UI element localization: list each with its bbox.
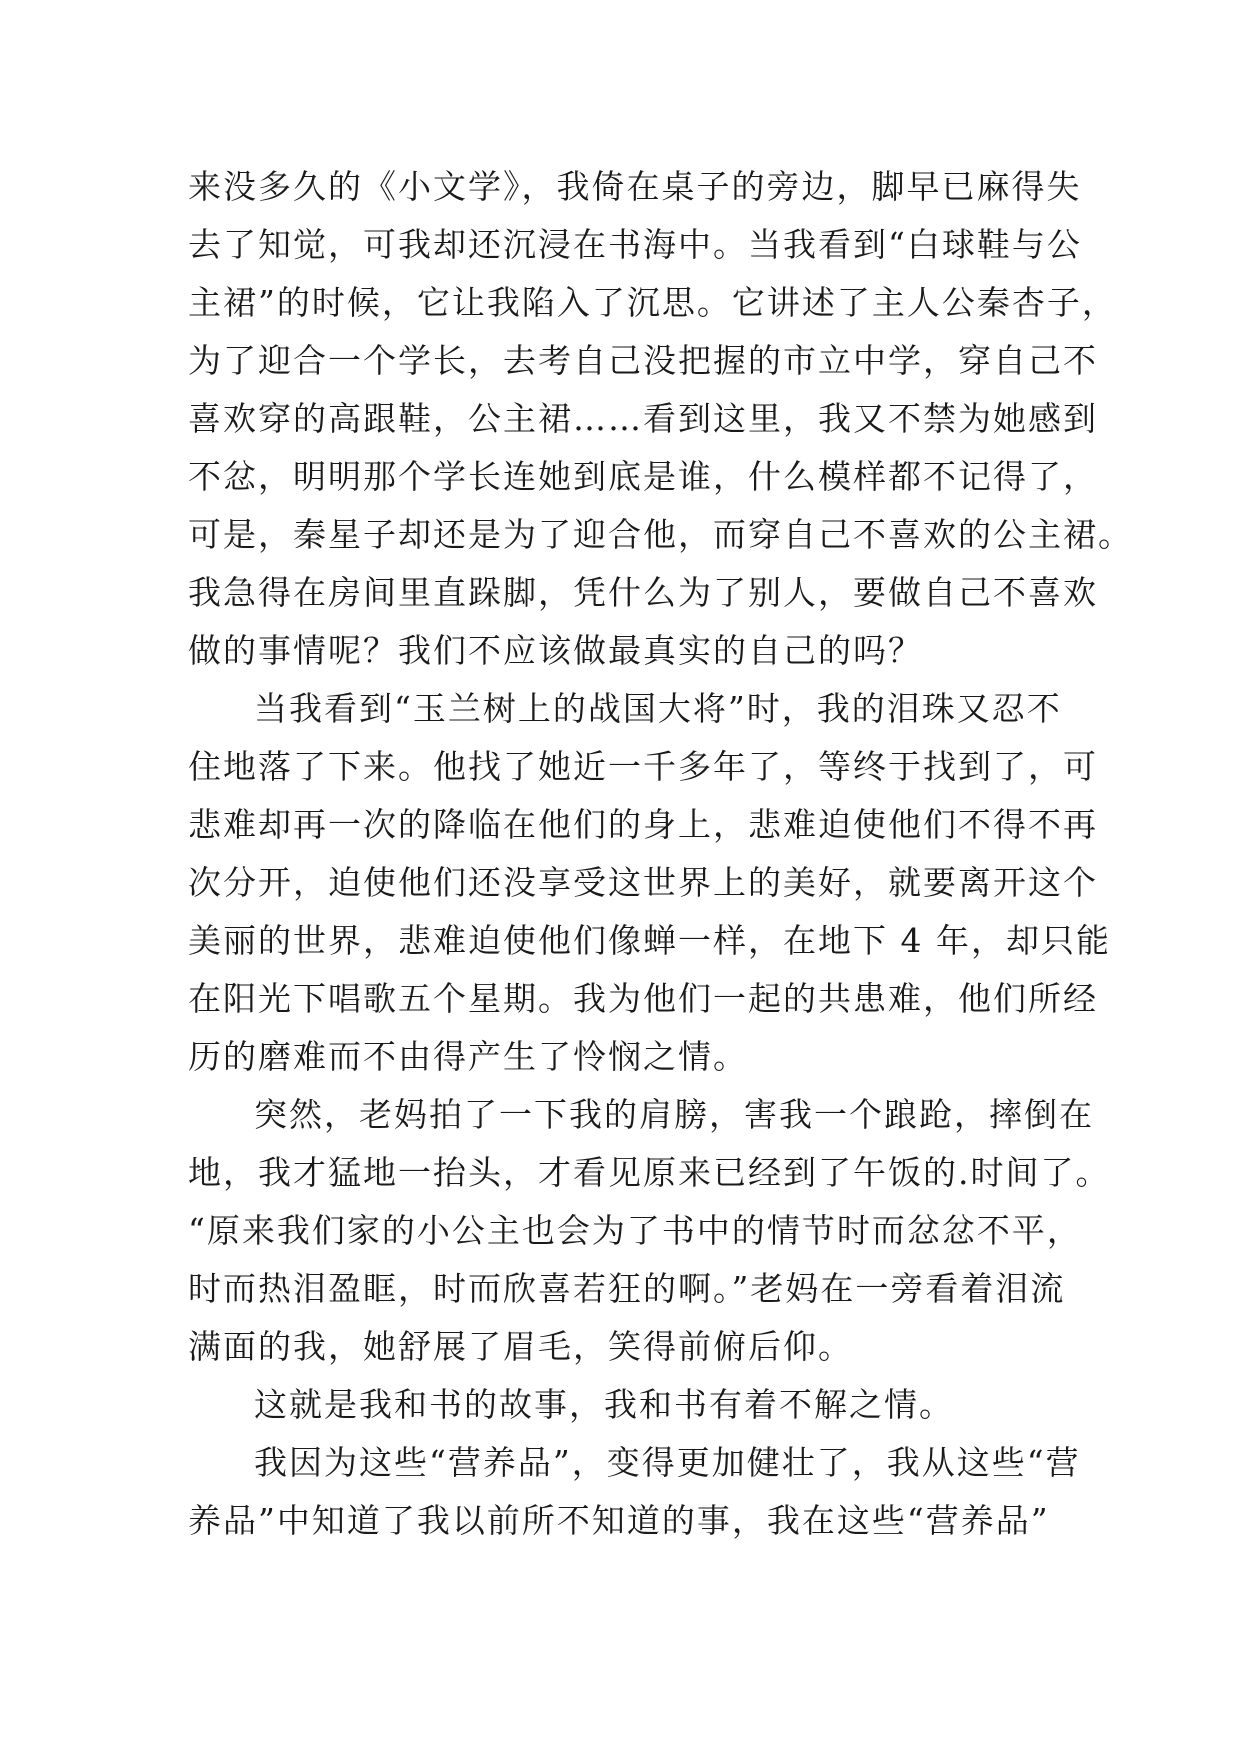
text-line: 我因为这些“营养品”，变得更加健壮了，我从这些“营 [254, 1443, 1081, 1482]
text-line: 地，我才猛地一抬头，才看见原来已经到了午饭的.时间了。 [188, 1153, 1111, 1192]
text-line: 在阳光下唱歌五个星期。我为他们一起的共患难，他们所经 [188, 979, 1098, 1018]
text-line: 不忿，明明那个学长连她到底是谁，什么模样都不记得了， [188, 457, 1098, 496]
text-line: 时而热泪盈眶，时而欣喜若狂的啊。”老妈在一旁看着泪流 [188, 1269, 1066, 1308]
text-line: 突然，老妈拍了一下我的肩膀，害我一个踉跄，摔倒在 [254, 1095, 1094, 1134]
text-line: 美丽的世界，悲难迫使他们像蝉一样，在地下 4 年，却只能 [188, 921, 1111, 960]
text-line: 当我看到“玉兰树上的战国大将”时，我的泪珠又忍不 [254, 689, 1062, 728]
text-line: 满面的我，她舒展了眉毛，笑得前俯后仰。 [188, 1327, 853, 1366]
body-text [188, 158, 1133, 1550]
text-line: 我急得在房间里直跺脚，凭什么为了别人，要做自己不喜欢 [188, 573, 1098, 612]
text-line: 住地落了下来。他找了她近一千多年了，等终于找到了，可 [188, 747, 1098, 786]
text-line: 做的事情呢？我们不应该做最真实的自己的吗？ [188, 631, 923, 670]
text-line: 去了知觉，可我却还沉浸在书海中。当我看到“白球鞋与公 [188, 225, 1082, 264]
text-line: 可是，秦星子却还是为了迎合他，而穿自己不喜欢的公主裙。 [188, 515, 1133, 554]
text-line: 为了迎合一个学长，去考自己没把握的市立中学，穿自己不 [188, 341, 1098, 380]
text-line: 喜欢穿的高跟鞋，公主裙……看到这里，我又不禁为她感到 [188, 399, 1098, 438]
text-line: 这就是我和书的故事，我和书有着不解之情。 [254, 1385, 954, 1424]
text-line: “原来我们家的小公主也会为了书中的情节时而忿忿不平， [188, 1211, 1082, 1250]
text-line: 养品”中知道了我以前所不知道的事，我在这些“营养品” [188, 1501, 1050, 1540]
text-line: 悲难却再一次的降临在他们的身上，悲难迫使他们不得不再 [188, 805, 1098, 844]
text-line: 次分开，迫使他们还没享受这世界上的美好，就要离开这个 [188, 863, 1098, 902]
text-line: 来没多久的《小文学》，我倚在桌子的旁边，脚早已麻得失 [188, 167, 1082, 206]
text-line: 历的磨难而不由得产生了怜悯之情。 [188, 1037, 748, 1076]
text-line: 主裙”的时候，它让我陷入了沉思。它讲述了主人公秦杏子， [188, 283, 1117, 322]
